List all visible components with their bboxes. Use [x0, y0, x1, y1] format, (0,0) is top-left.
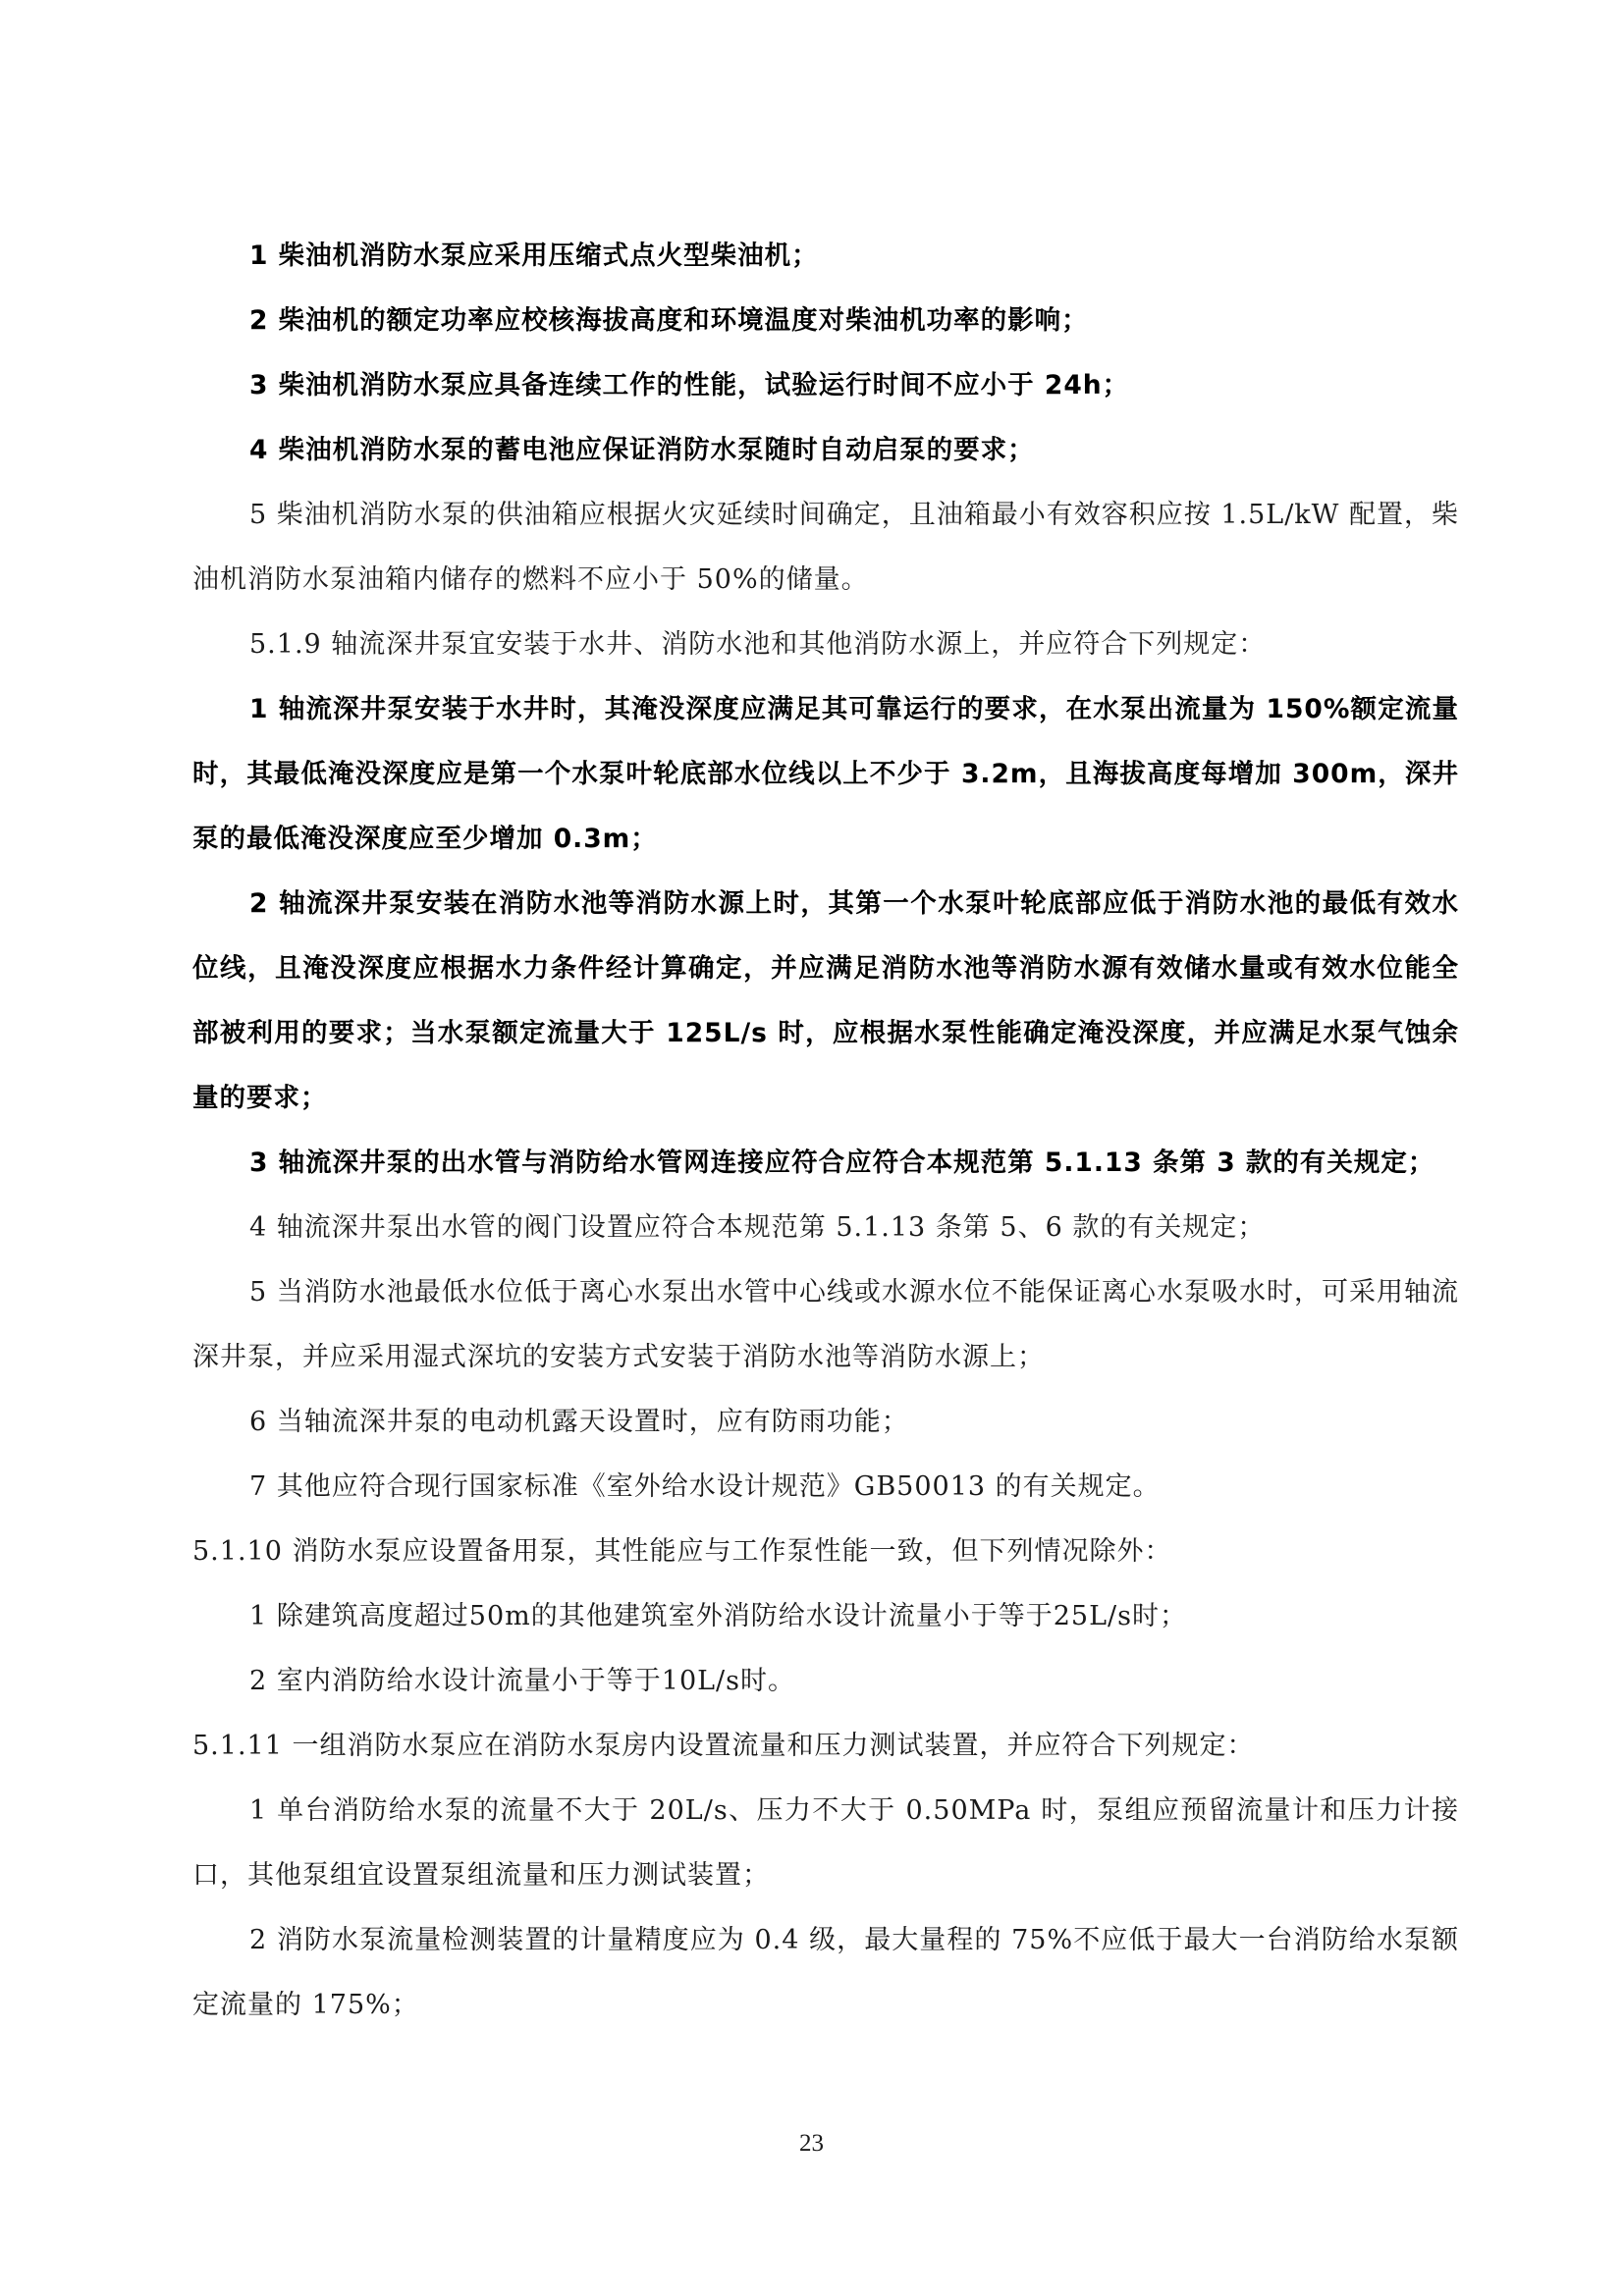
section-heading: 5.1.11 一组消防水泵应在消防水泵房内设置流量和压力测试装置，并应符合下列规定：: [192, 1731, 1255, 1761]
clause-paragraph: 3 柴油机消防水泵应具备连续工作的性能，试验运行时间不应小于 24h；: [249, 370, 1130, 400]
section-heading: 5.1.9 轴流深井泵宜安装于水井、消防水池和其他消防水源上，并应符合下列规定：: [249, 629, 1267, 660]
clause-paragraph: 5 柴油机消防水泵的供油箱应根据火灾延续时间确定，且油箱最小有效容积应按 1.5L/kW 配置，柴油机消防水泵油箱内储存的燃料不应小于 50%的储量。: [192, 500, 1460, 595]
clause-paragraph: 4 柴油机消防水泵的蓄电池应保证消防水泵随时自动启泵的要求；: [249, 435, 1035, 465]
clause-paragraph: 1 除建筑高度超过50m的其他建筑室外消防给水设计流量小于等于25L/s时；: [249, 1601, 1187, 1631]
clause-paragraph: 6 当轴流深井泵的电动机露天设置时，应有防雨功能；: [249, 1407, 909, 1437]
clause-paragraph: 3 轴流深井泵的出水管与消防给水管网连接应符合应符合本规范第 5.1.13 条第 3 款的有关规定；: [249, 1148, 1435, 1178]
clause-paragraph: 2 轴流深井泵安装在消防水池等消防水源上时，其第一个水泵叶轮底部应低于消防水池的最低有效水位线，且淹没深度应根据水力条件经计算确定，并应满足消防水池等消防水源有效储水量或有效水位能全部被利用的要求；当水泵额定流量大于 125L/s 时，应根据水泵性能确定淹没深度，并应满足水泵气蚀余量的要求；: [192, 888, 1459, 1113]
clause-paragraph: 5 当消防水池最低水位低于离心水泵出水管中心线或水源水位不能保证离心水泵吸水时，可采用轴流深井泵，并应采用湿式深坑的安装方式安装于消防水池等消防水源上；: [192, 1277, 1459, 1372]
page-number: 23: [799, 2130, 824, 2157]
clause-paragraph: 2 柴油机的额定功率应校核海拔高度和环境温度对柴油机功率的影响；: [249, 305, 1089, 336]
clause-paragraph: 2 消防水泵流量检测装置的计量精度应为 0.4 级，最大量程的 75%不应低于最大一台消防给水泵额定流量的 175%；: [192, 1925, 1459, 2020]
document-body: [192, 224, 1459, 2038]
clause-paragraph: 1 柴油机消防水泵应采用压缩式点火型柴油机；: [249, 240, 819, 271]
clause-paragraph: 2 室内消防给水设计流量小于等于10L/s时。: [249, 1666, 795, 1696]
clause-paragraph: 1 轴流深井泵安装于水井时，其淹没深度应满足其可靠运行的要求，在水泵出流量为 150%额定流量时，其最低淹没深度应是第一个水泵叶轮底部水位线以上不少于 3.2m，且海拔高度每增加 300m，深井泵的最低淹没深度应至少增加 0.3m；: [192, 694, 1459, 854]
clause-paragraph: 1 单台消防给水泵的流量不大于 20L/s、压力不大于 0.50MPa 时，泵组应预留流量计和压力计接口，其他泵组宜设置泵组流量和压力测试装置；: [192, 1795, 1459, 1891]
clause-paragraph: 4 轴流深井泵出水管的阀门设置应符合本规范第 5.1.13 条第 5、6 款的有关规定；: [249, 1212, 1266, 1243]
clause-paragraph: 7 其他应符合现行国家标准《室外给水设计规范》GB50013 的有关规定。: [249, 1471, 1161, 1502]
section-heading: 5.1.10 消防水泵应设置备用泵，其性能应与工作泵性能一致，但下列情况除外：: [192, 1536, 1172, 1567]
